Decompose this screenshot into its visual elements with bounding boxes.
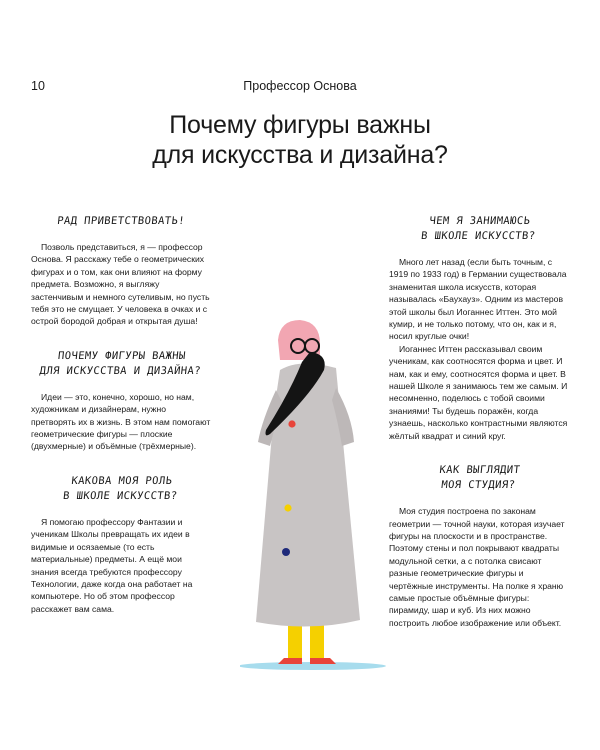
section-studio [389,463,569,629]
left-leg-icon [288,622,302,660]
left-shoe-icon [278,658,302,664]
section-why-shapes [31,349,211,453]
section-greeting [31,214,211,328]
heading-line: ЧЕМ Я ЗАНИМАЮСЬ [428,215,531,227]
page-title [60,110,540,170]
section-heading [30,214,212,229]
section-paragraph: Много лет назад (если быть точным, с 1919 по 1933 год) в Германии существовала знаменитая школа искусств, которая называлась «Баухауз». Одним из мастеров этой школы был Иоганнес Иттен. Это мой кумир, и не только потому, что он, как и я, носил круглые очки! [389,257,567,342]
heading-line: В ШКОЛЕ ИСКУССТВ? [62,489,179,502]
heading-line: КАКОВА МОЯ РОЛЬ [70,474,173,487]
professor-illustration [240,300,390,680]
section-paragraph: Позволь представиться, я — профессор Основа. Я расскажу тебе о геометрических фигурах и о том, как они влияют на форму предмета. Возможно, я выгляжу застенчивым и немного сутеливым, но пусть тебя это не смущает. У человека в очках и с острой бородой добрая и открытая душа! [31,242,210,327]
heading-line: ПОЧЕМУ ФИГУРЫ ВАЖНЫ [57,349,187,362]
section-what-i-do [389,214,569,442]
heading-line: МОЯ СТУДИЯ? [440,479,516,492]
section-heading [29,349,212,379]
blue-button-icon [282,548,290,556]
section-heading [387,214,570,244]
page-title-line-1: Почему фигуры важны [169,111,431,139]
yellow-button-icon [284,504,291,511]
page-title-line-2: для искусства и дизайна? [152,141,448,169]
right-leg-icon [310,622,324,660]
running-head: Профессор Основа [243,79,357,93]
right-column [389,214,569,650]
section-heading [387,463,570,493]
heading-line: КАК ВЫГЛЯДИТ [438,464,521,477]
right-shoe-icon [310,658,336,664]
section-paragraph: Я помогаю профессору Фантазии и ученикам Школы превращать их идеи в видимые и осязаемые (то есть материальные) предметы. А ещё мои знания всегда требуются профессору Технологии, даже когда она работает на компьютере. Но об этом профессор расскажет вам сама. [31,516,193,614]
red-button-icon [288,420,295,427]
section-my-role [31,474,211,615]
heading-line: ДЛЯ ИСКУССТВА И ДИЗАЙНА? [38,364,202,377]
section-paragraph: Идеи — это, конечно, хорошо, но нам, художникам и дизайнерам, нужно претворять их в жизнь. В этом нам помогают геометрические фигуры — плоские (двухмерные) и объёмные (трёхмерные). [31,391,211,452]
section-heading [29,474,212,504]
section-paragraph: Моя студия построена по законам геометрии — точной науки, которая изучает фигуры на плоскости и в пространстве. Поэтому стены и пол покрывают квадраты модульной сетки, а с потолка свисают разные геометрические фигуры и чертёжные инструменты. На полке я храню самые простые объёмные фигуры: пирамиду, шар и куб. Из них можно построить любое изображение или объект. [389,506,565,628]
section-paragraph: Иоганнес Иттен рассказывал своим ученикам, как соотносятся форма и цвет. И нам, как и ему, соотносятся форма и цвет. В нашей Школе я занимаюсь тем же самым. И несомненно, поделюсь с тобой своими знаниями! Ты будешь поражён, когда узнаешь, насколько контрастными являются жёлтый квадрат и синий круг. [389,343,568,441]
heading-line: РАД ПРИВЕТСТВОВАТЬ! [56,215,186,227]
page-number: 10 [31,79,45,93]
heading-line: В ШКОЛЕ ИСКУССТВ? [420,230,537,242]
left-column [31,214,211,636]
